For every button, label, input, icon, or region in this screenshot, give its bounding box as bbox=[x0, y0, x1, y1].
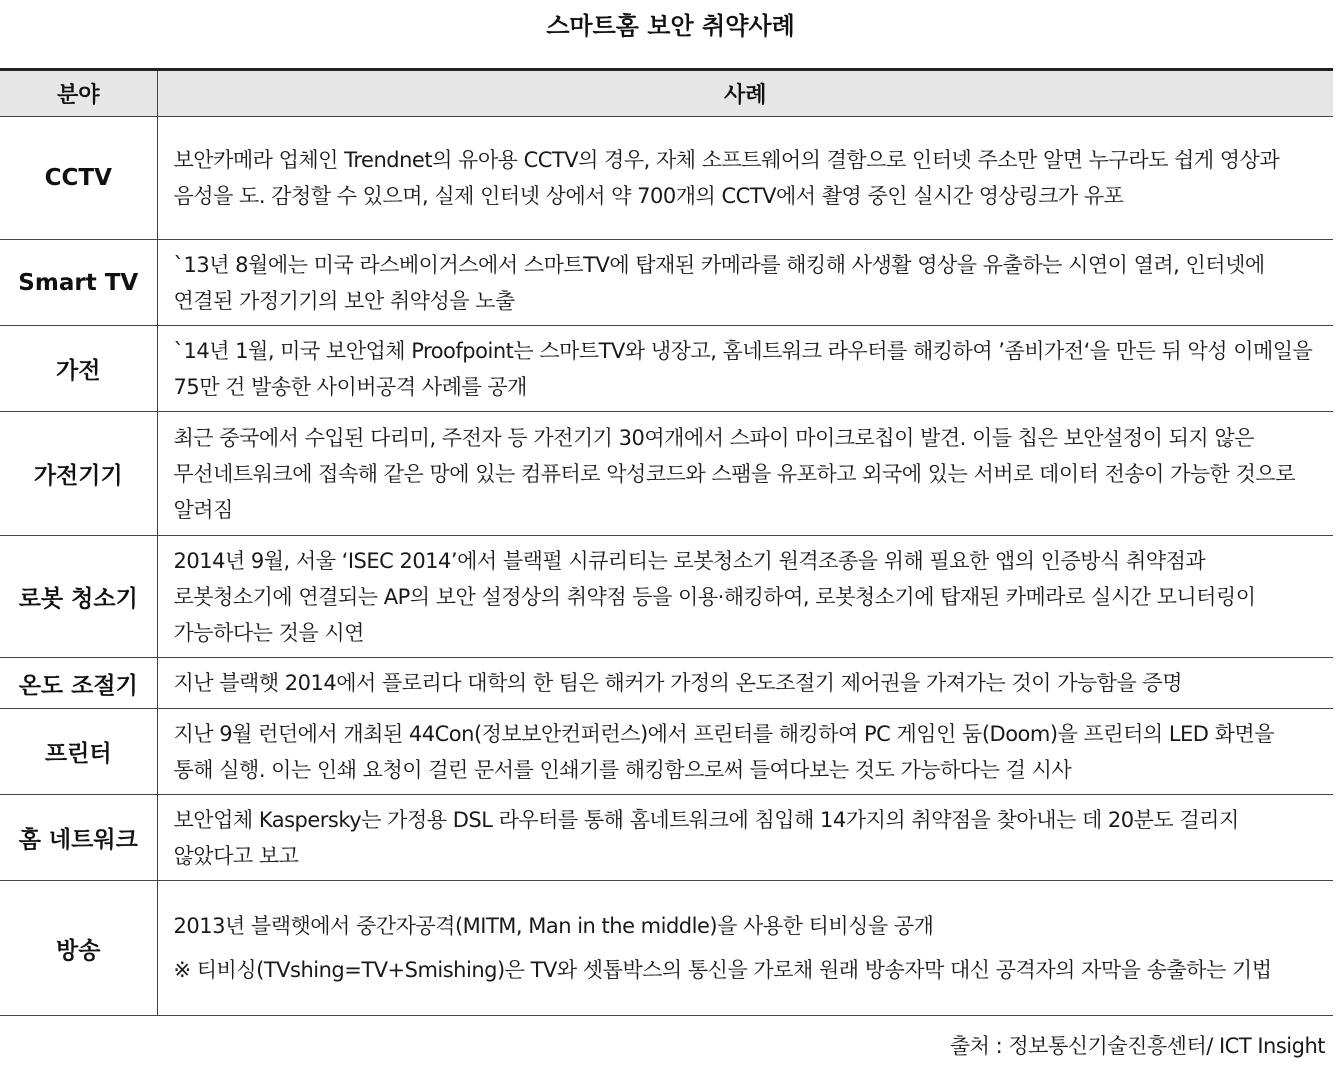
case-table bbox=[0, 68, 1333, 1016]
case-text: 지난 9월 런던에서 개최된 44Con(정보보안컨퍼런스)에서 프린터를 해킹하여 PC 게임인 둠(Doom)을 프린터의 LED 화면을 통해 실행. 이는 인쇄 요청이 걸린 문서를 인쇄기를 해킹함으로써 들여다보는 것도 가능하다는 걸 시사 bbox=[173, 721, 1275, 782]
row-case bbox=[157, 795, 1333, 881]
row-case bbox=[157, 117, 1333, 240]
case-text: 보안카메라 업체인 Trendnet의 유아용 CCTV의 경우, 자체 소프트웨어의 결함으로 인터넷 주소만 알면 누구라도 쉽게 영상과 음성을 도. 감청할 수 있으며, 실제 인터넷 상에서 약 700개의 CCTV에서 촬영 중인 실시간 영상링크가 유포 bbox=[173, 148, 1280, 208]
row-field: 로봇 청소기 bbox=[0, 536, 157, 658]
row-case bbox=[157, 412, 1333, 536]
row-field: Smart TV bbox=[0, 240, 157, 326]
table-row bbox=[0, 326, 1333, 412]
table-row bbox=[0, 536, 1333, 658]
table-header-row bbox=[0, 70, 1333, 117]
row-case bbox=[157, 326, 1333, 412]
table-row bbox=[0, 412, 1333, 536]
table-row bbox=[0, 240, 1333, 326]
row-field: 프린터 bbox=[0, 709, 157, 795]
source-caption: 출처 : 정보통신기술진흥센터/ ICT Insight bbox=[949, 1034, 1325, 1058]
case-text: 2014년 9월, 서울 ‘ISEC 2014’에서 블랙펄 시큐리티는 로봇청소기 원격조종을 위해 필요한 앱의 인증방식 취약점과 로봇청소기에 연결되는 AP의 보안 설정상의 취약점 등을 이용·해킹하여, 로봇청소기에 탑재된 카메라로 실시간 모니터링이 가능하다는 것을 시연 bbox=[173, 548, 1256, 645]
row-field: 가전기기 bbox=[0, 412, 157, 536]
table-row bbox=[0, 117, 1333, 240]
row-case bbox=[157, 658, 1333, 709]
case-text: 최근 중국에서 수입된 다리미, 주전자 등 가전기기 30여개에서 스파이 마이크로칩이 발견. 이들 칩은 보안설정이 되지 않은 무선네트워크에 접속해 같은 망에 있는 컴퓨터로 악성코드와 스팸을 유포하고 외국에 있는 서버로 데이터 전송이 가능한 것으로 알려짐 bbox=[173, 425, 1295, 522]
table-row bbox=[0, 709, 1333, 795]
table-row bbox=[0, 795, 1333, 881]
case-text: `13년 8월에는 미국 라스베이거스에서 스마트TV에 탑재된 카메라를 해킹해 사생활 영상을 유출하는 시연이 열려, 인터넷에 연결된 가정기기의 보안 취약성을 노출 bbox=[173, 252, 1265, 313]
case-text: 지난 블랙햇 2014에서 플로리다 대학의 한 팀은 해커가 가정의 온도조절기 제어권을 가져가는 것이 가능함을 증명 bbox=[173, 671, 1182, 695]
case-text: 보안업체 Kaspersky는 가정용 DSL 라우터를 통해 홈네트워크에 침입해 14가지의 취약점을 찾아내는 데 20분도 걸리지 않았다고 보고 bbox=[173, 807, 1239, 868]
row-field: CCTV bbox=[0, 117, 157, 240]
case-note: ※ 티비싱(TVshing=TV+Smishing)은 TV와 셋톱박스의 통신을 가로채 원래 방송자막 대신 공격자의 자막을 송출하는 기법 bbox=[173, 958, 1272, 982]
header-case: 사례 bbox=[157, 70, 1333, 117]
table-row bbox=[0, 881, 1333, 1016]
row-case bbox=[157, 881, 1333, 1016]
row-case bbox=[157, 536, 1333, 658]
table-row bbox=[0, 658, 1333, 709]
case-text: `14년 1월, 미국 보안업체 Proofpoint는 스마트TV와 냉장고, 홈네트워크 라우터를 해킹하여 ’좀비가전‘을 만든 뒤 악성 이메일을 75만 건 발송한 사이버공격 사례를 공개 bbox=[173, 338, 1313, 399]
page-title: 스마트홈 보안 취약사례 bbox=[546, 12, 795, 40]
header-field: 분야 bbox=[0, 70, 157, 117]
row-field: 방송 bbox=[0, 881, 157, 1016]
case-text: 2013년 블랙햇에서 중간자공격(MITM, Man in the middle)을 사용한 티비싱을 공개 bbox=[173, 914, 934, 938]
row-case bbox=[157, 709, 1333, 795]
row-case bbox=[157, 240, 1333, 326]
row-field: 온도 조절기 bbox=[0, 658, 157, 709]
row-field: 홈 네트워크 bbox=[0, 795, 157, 881]
row-field: 가전 bbox=[0, 326, 157, 412]
